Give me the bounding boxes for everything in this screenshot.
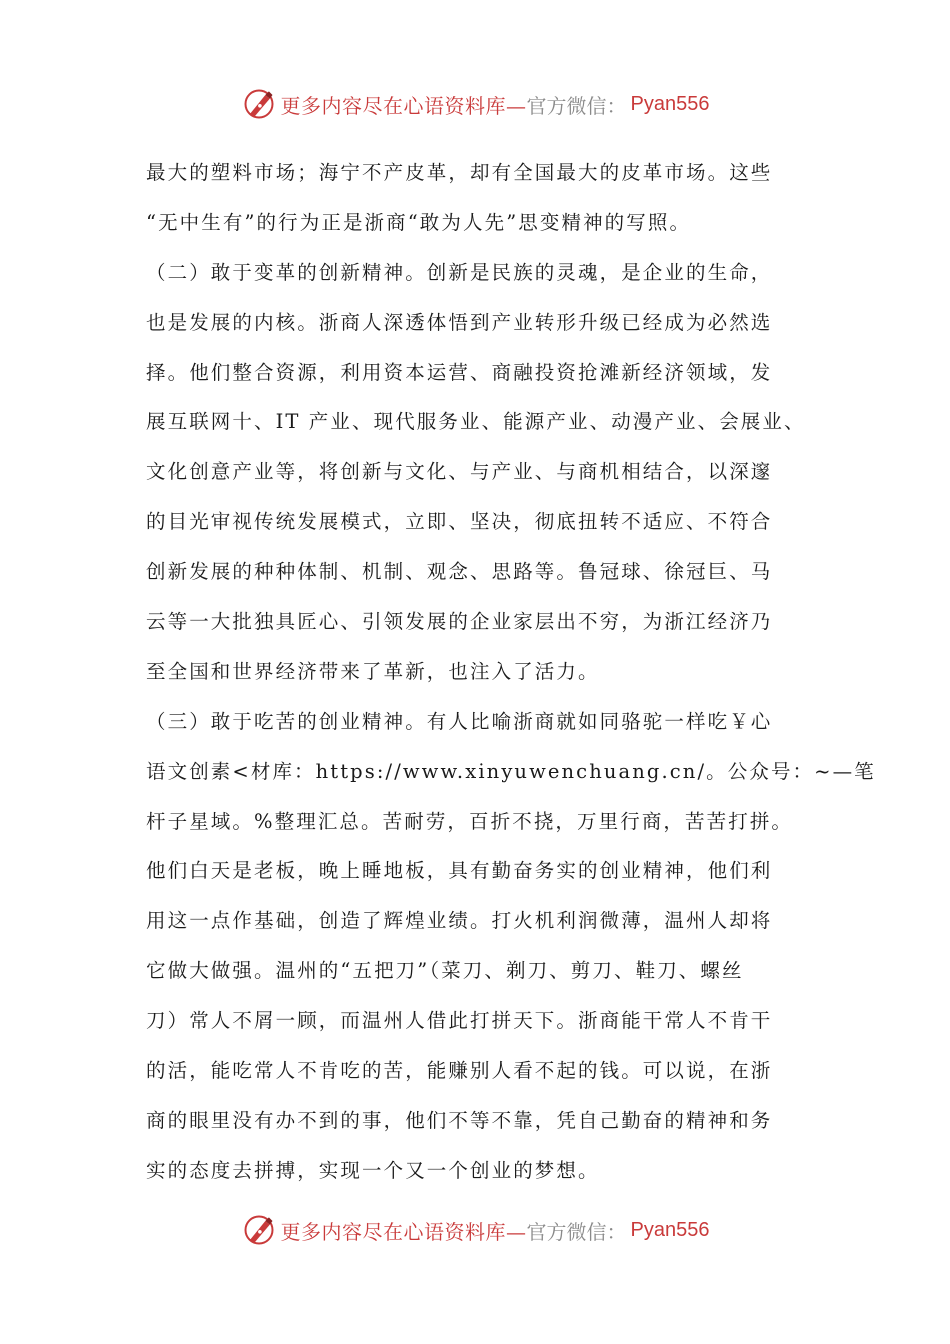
text-line: 云等一大批独具匠心、引领发展的企业家层出不穷，为浙江经济乃: [146, 610, 773, 634]
footer-promo-text: 更多内容尽在心语资料库—: [280, 1219, 527, 1244]
footer-banner: [0, 1208, 950, 1252]
text-line: 实的态度去拼搏，实现一个又一个创业的梦想。: [146, 1158, 600, 1182]
text-line: 他们白天是老板，晚上睡地板，具有勤奋务实的创业精神，他们利: [146, 859, 773, 883]
text-line: 至全国和世界经济带来了革新，也注入了活力。: [146, 659, 600, 683]
text-line: 文化创意产业等，将创新与文化、与产业、与商机相结合，以深邃: [146, 460, 773, 484]
header-banner: [0, 82, 950, 126]
text-line: 的活，能吃常人不肯吃的苦，能赚别人看不起的钱。可以说，在浙: [146, 1059, 773, 1083]
text-line: （二）敢于变革的创新精神。创新是民族的灵魂，是企业的生命，: [146, 260, 773, 284]
text-line: 创新发展的种种体制、机制、观念、思路等。鲁冠球、徐冠巨、马: [146, 560, 773, 584]
text-line: 展互联网十、IT 产业、现代服务业、能源产业、动漫产业、会展业、: [146, 410, 806, 434]
text-line: 也是发展的内核。浙商人深透体悟到产业转形升级已经成为必然选: [146, 310, 773, 334]
text-line: 杆子星域。%整理汇总。苦耐劳，百折不挠，万里行商，苦苦打拼。: [146, 809, 794, 833]
text-line: 刀）常人不屑一顾，而温州人借此打拼天下。浙商能干常人不肯干: [146, 1009, 773, 1033]
text-line: 它做大做强。温州的“五把刀”（菜刀、剃刀、剪刀、鞋刀、螺丝: [146, 959, 744, 983]
pen-nib-logo-icon: [241, 86, 277, 122]
footer-wechat-id: Pyan556: [630, 1218, 710, 1241]
text-line: 最大的塑料市场；海宁不产皮革，却有全国最大的皮革市场。这些: [146, 161, 773, 184]
pen-nib-logo-icon: [241, 1212, 277, 1248]
text-line: 语文创素<材库：https://www.xinyuwenchuang.cn/。公众号：~—笔: [146, 759, 876, 783]
header-promo-text: 更多内容尽在心语资料库—: [280, 93, 527, 118]
header-wechat-label: 官方微信：: [526, 93, 627, 118]
text-line: 择。他们整合资源，利用资本运营、商融投资抢滩新经济领域，发: [146, 360, 773, 384]
text-line: （三）敢于吃苦的创业精神。有人比喻浙商就如同骆驼一样吃￥心: [146, 709, 773, 733]
text-line: 的目光审视传统发展模式，立即、坚决，彻底扭转不适应、不符合: [146, 510, 773, 534]
footer-wechat-label: 官方微信：: [526, 1219, 627, 1244]
text-line: “无中生有”的行为正是浙商“敢为人先”思变精神的写照。: [146, 210, 692, 234]
text-line: 用这一点作基础，创造了辉煌业绩。打火机利润微薄，温州人却将: [146, 909, 773, 933]
document-body: [146, 148, 876, 1196]
header-wechat-id: Pyan556: [630, 92, 710, 115]
text-line: 商的眼里没有办不到的事，他们不等不靠，凭自己勤奋的精神和务: [146, 1108, 773, 1132]
